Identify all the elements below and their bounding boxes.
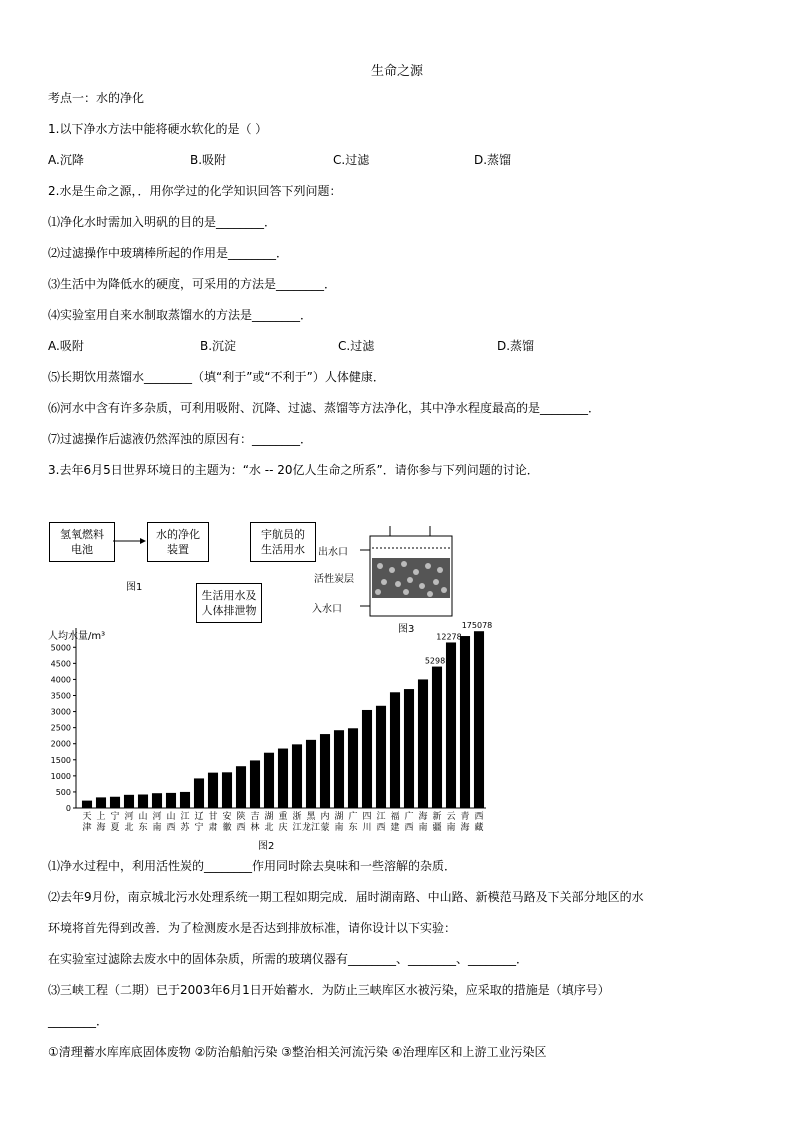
q2-sub-3: ⑶生活中为降低水的硬度，可采用的方法是________．	[48, 277, 337, 291]
bar-11	[236, 766, 246, 808]
q1-option-a: A.沉降	[48, 153, 84, 167]
fig1-waste-box: 生活用水及 人体排泄物	[196, 583, 262, 623]
y-tick-label-6: 3000	[50, 707, 71, 717]
fig3-caption: 图3	[398, 624, 415, 635]
fig1-fuel-cell-box: 氢氧燃料 电池	[49, 522, 115, 562]
bar-14	[278, 749, 288, 808]
q1-option-c: C.过滤	[333, 153, 370, 167]
bar-27	[460, 636, 470, 808]
bar-22	[390, 692, 400, 808]
x-label-bottom-19: 东	[348, 823, 358, 833]
page-title: 生命之源	[370, 64, 423, 79]
x-label-bottom-22: 建	[390, 823, 400, 833]
bar-25	[432, 667, 442, 808]
question-3-stem: 3.去年6月5日世界环境日的主题为：“水 -- 20亿人生命之所系”．请你参与下列问题的讨论．	[48, 463, 539, 477]
q2-sub-6: ⑹河水中含有许多杂质，可利用吸附、沉降、过滤、蒸馏等方法净化，其中净水程度最高的是________．	[48, 401, 601, 415]
data-label-1: 12278	[436, 632, 462, 642]
x-label-bottom-4: 东	[138, 823, 148, 833]
y-tick-label-3: 1500	[50, 755, 71, 765]
bar-18	[334, 730, 344, 808]
x-label-bottom-9: 肃	[208, 823, 218, 833]
bar-3	[124, 795, 134, 808]
x-label-top-25: 新	[432, 812, 442, 822]
x-label-bottom-23: 西	[404, 823, 414, 833]
q1-option-b: B.吸附	[190, 153, 227, 167]
x-label-top-8: 辽	[194, 812, 204, 822]
q1-option-d: D.蒸馏	[474, 153, 512, 167]
x-label-top-9: 甘	[208, 812, 218, 822]
y-tick-label-0: 0	[65, 804, 71, 813]
q3-sub-1: ⑴净水过程中，利用活性炭的________作用同时除去臭味和一些溶解的杂质．	[48, 859, 457, 873]
x-label-top-28: 西	[474, 812, 484, 822]
x-label-bottom-7: 苏	[180, 823, 190, 833]
x-label-top-5: 河	[152, 812, 162, 822]
x-label-bottom-27: 海	[460, 823, 470, 833]
x-label-top-6: 山	[166, 812, 176, 822]
x-label-bottom-11: 西	[236, 823, 246, 833]
bar-13	[264, 753, 274, 808]
x-label-bottom-24: 南	[418, 823, 428, 833]
x-label-bottom-25: 疆	[432, 823, 442, 833]
bar-chart	[40, 620, 500, 845]
x-label-top-19: 广	[348, 812, 358, 822]
y-tick-label-10: 5000	[50, 643, 71, 653]
q2-sub-2: ⑵过滤操作中玻璃棒所起的作用是________．	[48, 246, 289, 260]
bar-17	[320, 734, 330, 808]
y-tick-label-4: 2000	[50, 739, 71, 749]
x-label-bottom-6: 西	[166, 823, 176, 833]
x-label-bottom-5: 南	[152, 823, 162, 833]
q2-option-c: C.过滤	[338, 339, 375, 353]
bar-5	[152, 793, 162, 808]
bar-8	[194, 778, 204, 808]
bar-19	[348, 728, 358, 808]
x-label-bottom-17: 蒙	[320, 823, 330, 833]
bar-15	[292, 744, 302, 808]
data-label-0: 5298	[424, 656, 446, 666]
q3-sub-2-line-2: 环境将首先得到改善．为了检测废水是否达到排放标准，请你设计以下实验：	[48, 921, 457, 935]
bar-10	[222, 772, 232, 808]
question-2-stem: 2.水是生命之源，．用你学过的化学知识回答下列问题：	[48, 184, 342, 198]
x-label-top-10: 安	[222, 812, 232, 822]
x-label-top-27: 青	[460, 812, 470, 822]
q2-option-a: A.吸附	[48, 339, 84, 353]
x-label-top-4: 山	[138, 812, 148, 822]
x-label-bottom-18: 南	[334, 823, 344, 833]
y-tick-label-7: 3500	[50, 691, 71, 701]
x-label-bottom-1: 海	[96, 823, 106, 833]
section-heading: 考点一：水的净化	[48, 91, 145, 105]
bar-1	[96, 797, 106, 808]
fig3-carbon-label: 活性炭层	[314, 574, 354, 585]
bar-2	[110, 797, 120, 808]
x-label-top-20: 四	[362, 812, 372, 822]
x-label-bottom-26: 南	[446, 823, 456, 833]
x-label-top-2: 宁	[110, 812, 120, 822]
x-label-top-22: 福	[390, 812, 400, 822]
q3-sub-3-line-2: ________．	[48, 1014, 109, 1028]
y-tick-label-5: 2500	[50, 723, 71, 733]
x-label-bottom-28: 藏	[474, 823, 484, 833]
fig3-inlet-label: 入水口	[312, 604, 342, 615]
bar-6	[166, 793, 176, 808]
q2-sub-4: ⑷实验室用自来水制取蒸馏水的方法是________．	[48, 308, 313, 322]
bar-28	[474, 631, 484, 808]
q2-option-b: B.沉淀	[200, 339, 237, 353]
x-label-top-11: 陕	[236, 812, 246, 822]
y-tick-label-9: 4500	[50, 659, 71, 669]
x-label-top-24: 海	[418, 812, 428, 822]
q3-sub-3-line-1: ⑶三峡工程（二期）已于2003年6月1日开始蓄水．为防止三峡库区水被污染，应采取的措施是（填序号）	[48, 983, 610, 997]
q3-sub-3-options: ①清理蓄水库库底固体废物 ②防治船舶污染 ③整治相关河流污染 ④治理库区和上游工业污染区	[48, 1045, 547, 1059]
x-label-top-3: 河	[124, 812, 134, 822]
q2-sub-1: ⑴净化水时需加入明矾的目的是________．	[48, 215, 277, 229]
x-label-bottom-10: 徽	[222, 823, 232, 833]
x-label-top-26: 云	[446, 812, 456, 822]
x-label-bottom-15: 江	[292, 823, 302, 833]
bar-4	[138, 795, 148, 809]
q3-sub-2-line-3: 在实验室过滤除去废水中的固体杂质，所需的玻璃仪器有________、________、________．	[48, 952, 529, 966]
y-tick-label-2: 1000	[50, 771, 71, 781]
q2-sub-5: ⑸长期饮用蒸馏水________（填“利于”或“不利于”）人体健康．	[48, 370, 385, 384]
x-label-top-17: 内	[320, 812, 330, 822]
bar-12	[250, 760, 260, 808]
x-label-bottom-16: 龙江	[301, 823, 321, 833]
chart-y-axis-label: 人均水量/m³	[48, 631, 106, 642]
x-label-bottom-13: 北	[264, 823, 274, 833]
bar-0	[82, 801, 92, 808]
x-label-bottom-8: 宁	[194, 823, 204, 833]
x-label-top-13: 湖	[264, 812, 274, 822]
x-label-bottom-2: 夏	[110, 823, 120, 833]
bar-26	[446, 642, 456, 808]
bar-24	[418, 679, 428, 808]
fig1-astronaut-water-box: 宇航员的 生活用水	[250, 522, 316, 562]
x-label-bottom-14: 庆	[278, 823, 288, 833]
x-label-bottom-3: 北	[124, 823, 134, 833]
x-label-top-23: 广	[404, 812, 414, 822]
question-1-stem: 1.以下净水方法中能将硬水软化的是（ ）	[48, 122, 268, 136]
x-label-top-7: 江	[180, 812, 190, 822]
x-label-top-16: 黑	[306, 812, 316, 822]
bar-20	[362, 710, 372, 808]
x-label-top-14: 重	[278, 812, 288, 822]
x-label-top-0: 天	[82, 812, 92, 822]
data-label-2: 175078	[461, 621, 493, 631]
x-label-top-1: 上	[96, 812, 106, 822]
fig1-caption: 图1	[126, 582, 143, 593]
q3-sub-2-line-1: ⑵去年9月份，南京城北污水处理系统一期工程如期完成．届时湖南路、中山路、新模范马路及下关部分地区的水	[48, 890, 644, 904]
chart-caption: 图2	[258, 841, 275, 852]
x-label-top-21: 江	[376, 812, 386, 822]
x-label-bottom-21: 西	[376, 823, 386, 833]
q2-option-d: D.蒸馏	[497, 339, 535, 353]
x-label-top-18: 湖	[334, 812, 344, 822]
y-tick-label-1: 500	[55, 787, 71, 797]
x-label-top-15: 浙	[292, 812, 302, 822]
bar-16	[306, 740, 316, 808]
fig3-outlet-label: 出水口	[318, 547, 348, 558]
fig3-apparatus	[360, 522, 470, 620]
x-label-bottom-0: 津	[82, 823, 92, 833]
bar-9	[208, 773, 218, 808]
fig1-purification-box: 水的净化 装置	[147, 522, 209, 562]
x-label-bottom-12: 林	[250, 823, 260, 833]
bar-7	[180, 792, 190, 808]
y-tick-label-8: 4000	[50, 675, 71, 685]
bar-21	[376, 706, 386, 808]
q2-sub-7: ⑺过滤操作后滤液仍然浑浊的原因有：________．	[48, 432, 313, 446]
x-label-bottom-20: 川	[362, 823, 372, 833]
bar-23	[404, 689, 414, 808]
x-label-top-12: 吉	[250, 812, 260, 822]
